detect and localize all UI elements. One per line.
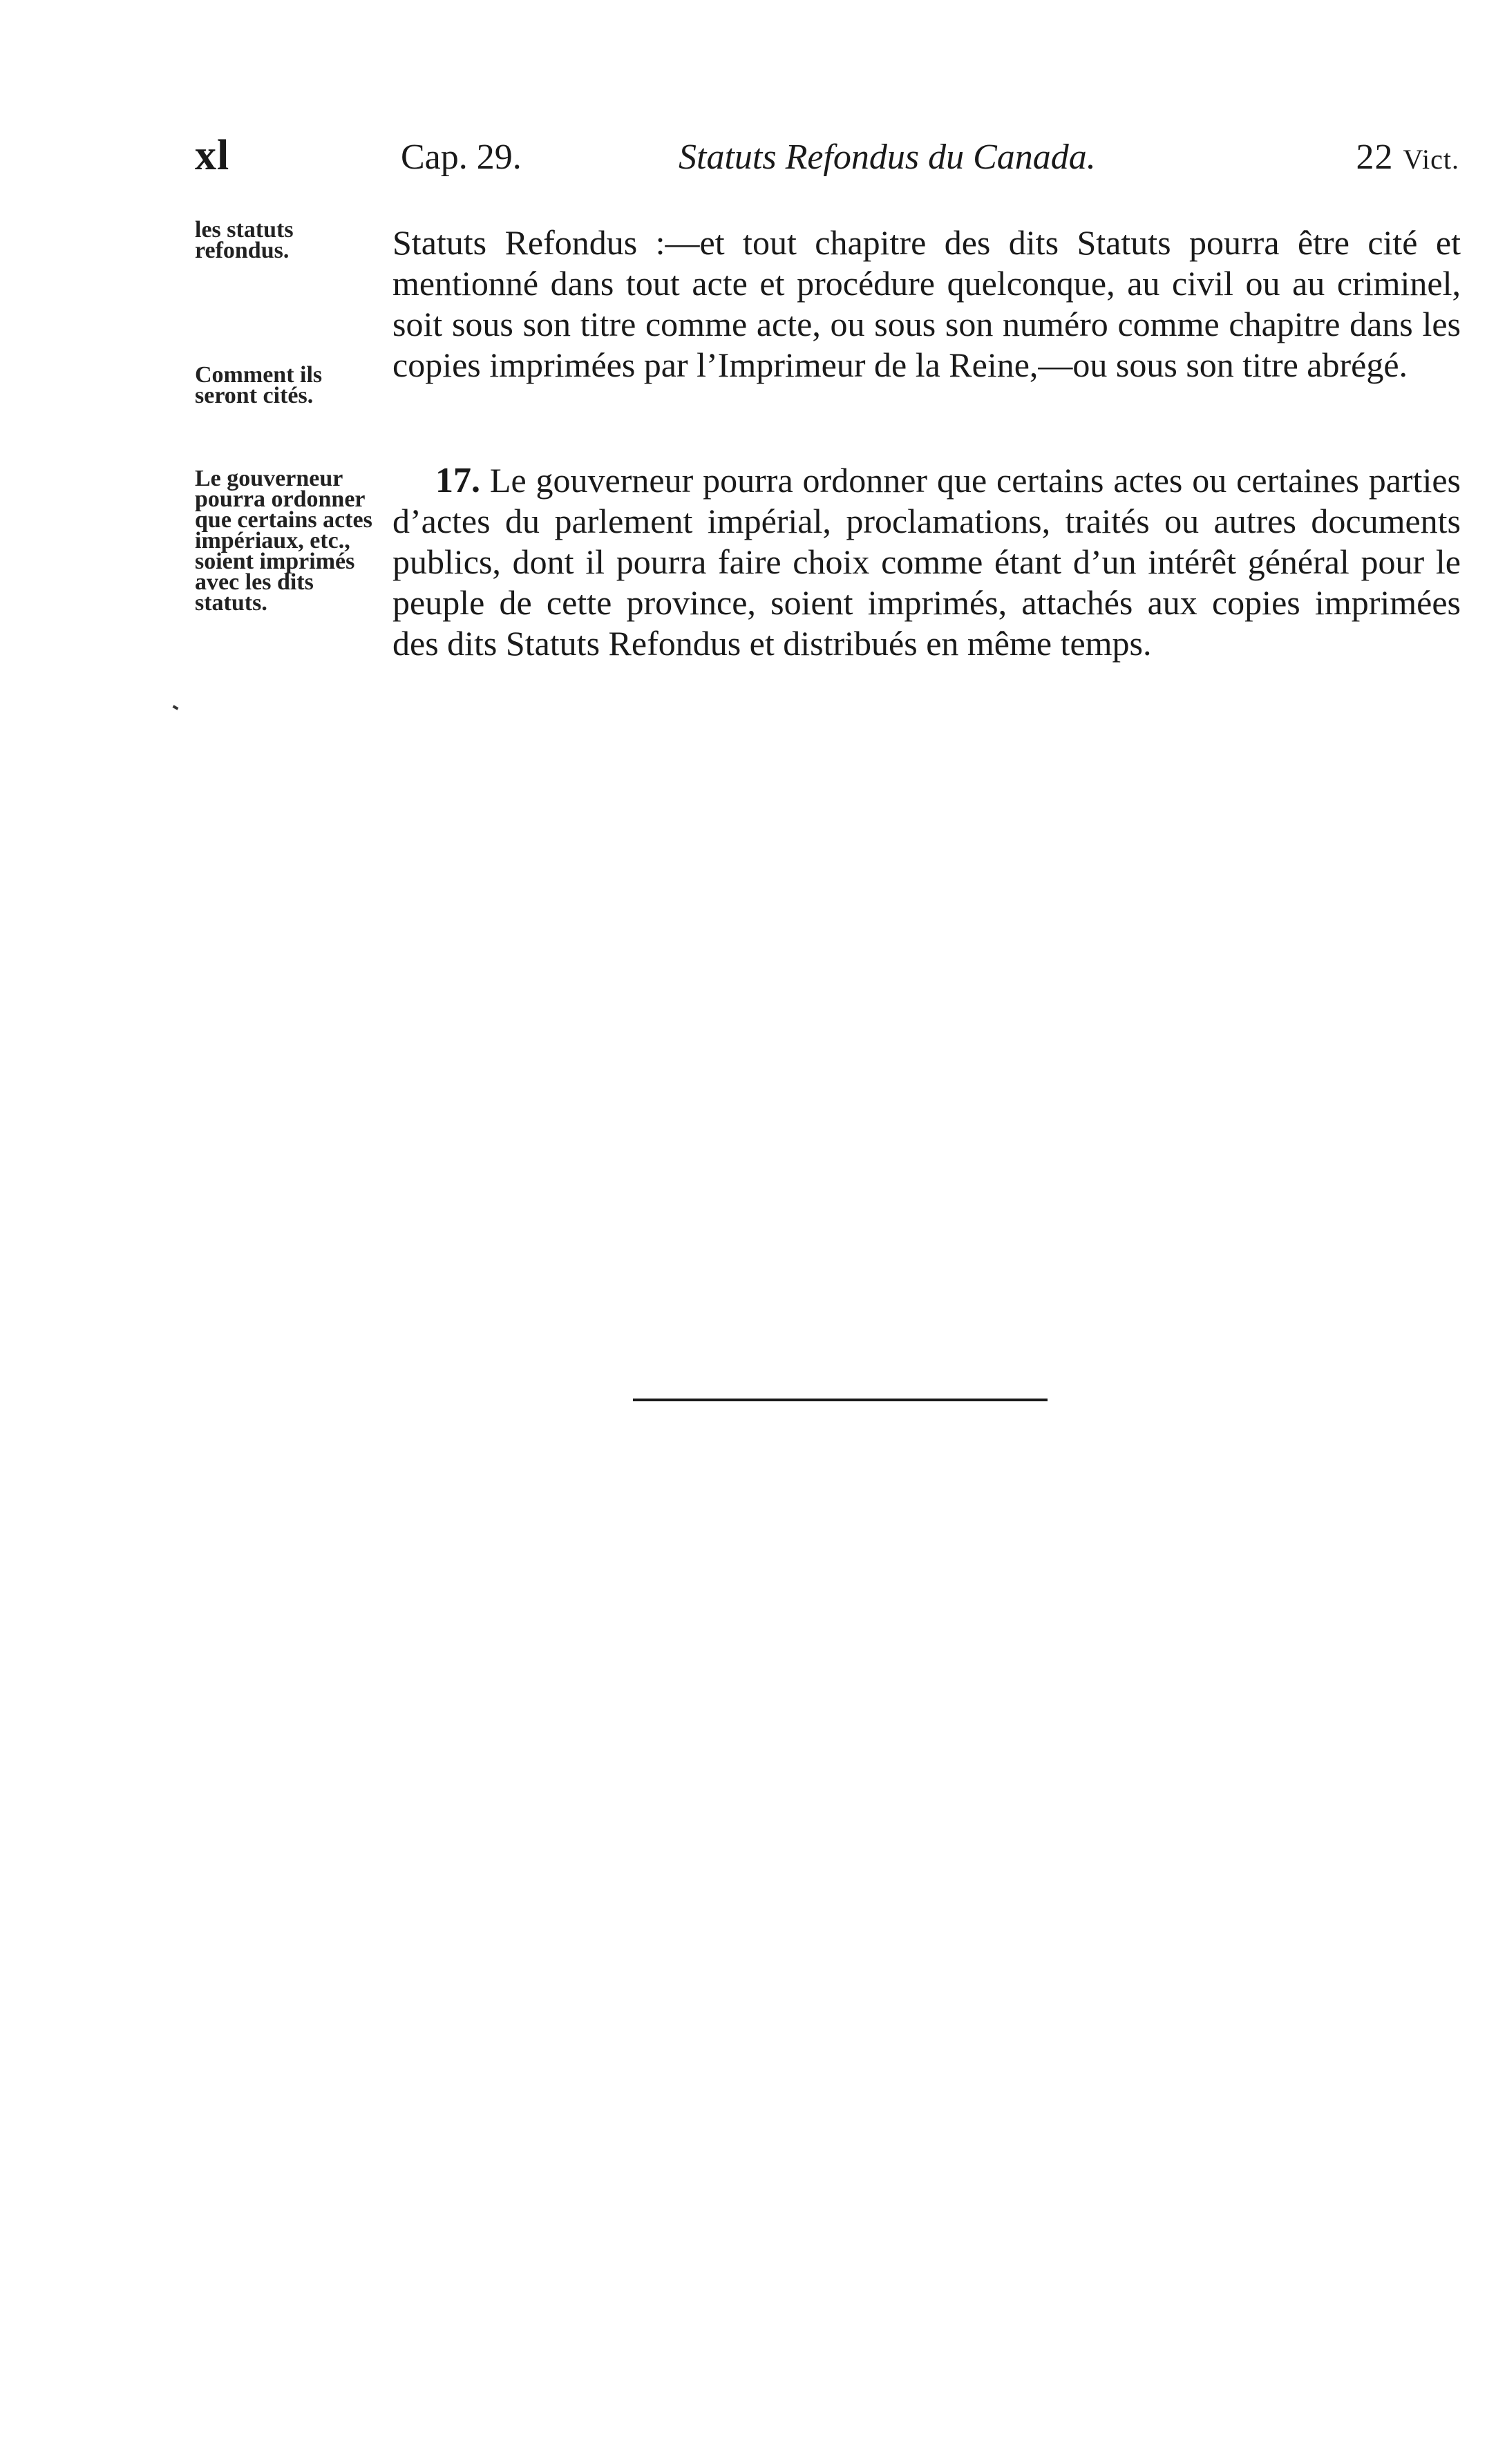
closing-rule (633, 1399, 1048, 1401)
regnal-year-number: 22 (1356, 138, 1394, 177)
page-folio: xl (195, 132, 230, 179)
stray-ink-mark (173, 705, 179, 710)
paragraph-section-17 (392, 460, 1461, 664)
margin-note-gouverneur: Le gouverneur pourra ordonner que certains actes impériaux, etc., soient imprimés avec les dits statuts. (195, 466, 372, 616)
running-header (195, 131, 1459, 193)
regnal-year (1356, 137, 1459, 178)
running-title: Statuts Refondus du Canada. (679, 138, 1096, 177)
margin-note-statuts-refondus: les statuts refondus. (195, 217, 294, 263)
section-17-text: Le gouverneur pourra ordonner que certains actes ou certaines parties d’actes du parlement impérial, proclamations, traités ou autres documents publics, dont il pourra faire choix comme étant d’un intérêt général pour le peuple de cette province, soient imprimés, attachés aux copies imprimées des dits Statuts Refondus et distribués en même temps. (392, 461, 1461, 663)
margin-note-comment-cites: Comment ils seront cités. (195, 362, 323, 408)
paragraph-continuation: Statuts Refondus :—et tout chapitre des dits Statuts pourra être cité et mentionné dans tout acte et procédure quelconque, au civil ou au criminel, soit sous son titre comme acte, ou sous son numéro comme chapitre dans les copies imprimées par l’Imprimeur de la Reine,—ou sous son titre abrégé. (392, 223, 1461, 384)
regnal-year-word: Vict. (1403, 144, 1459, 175)
section-number: 17. (435, 461, 480, 500)
chapter-label: Cap. 29. (401, 138, 522, 177)
